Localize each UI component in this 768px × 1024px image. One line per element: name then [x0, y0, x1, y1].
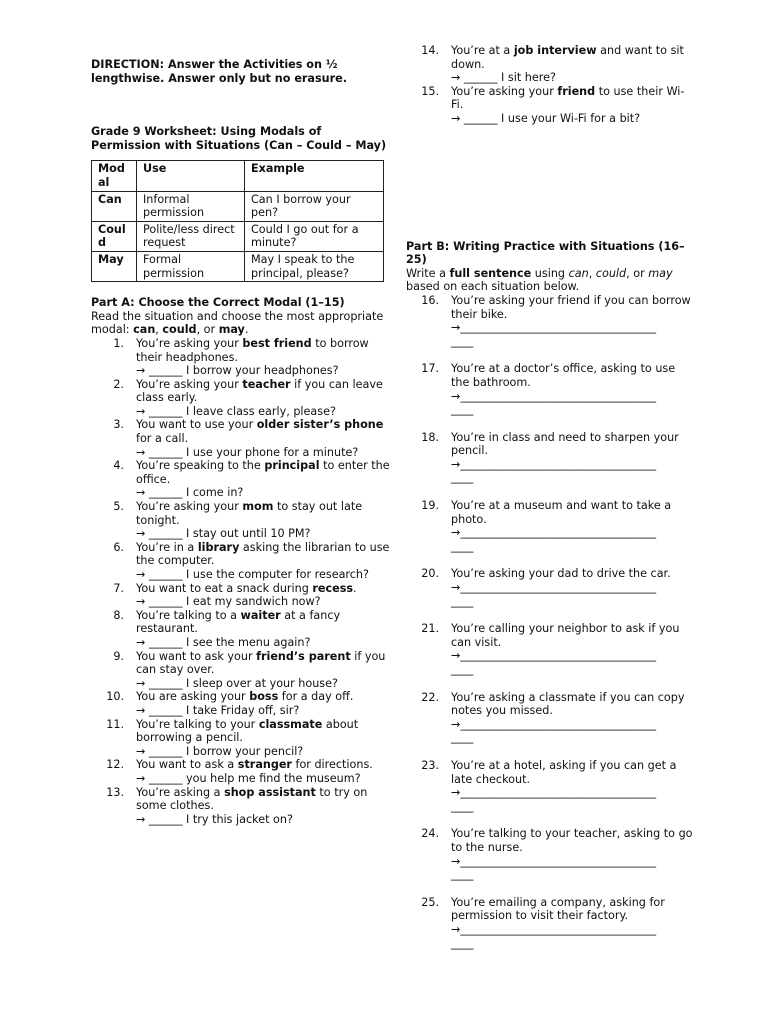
answer-line: →___________________________________: [451, 717, 657, 731]
answer-blank: → ______ you help me find the museum?: [136, 771, 361, 785]
question-text: if you can stay over.: [136, 649, 386, 677]
answer-blank: → ______ I borrow your pencil?: [136, 744, 304, 758]
question-text: for a call.: [136, 432, 189, 446]
item-number: 22.: [421, 690, 439, 704]
answer-line: →___________________________________: [451, 649, 657, 663]
part-a-list-continued: [406, 44, 696, 126]
answer-line: →___________________________________: [451, 457, 657, 471]
question-keyword: friend’s parent: [256, 649, 351, 663]
item-number: 15.: [421, 84, 439, 98]
answer-line-tail: ____: [451, 868, 474, 882]
separator: ,: [588, 266, 596, 280]
left-column: [91, 58, 391, 826]
item-number: 11.: [106, 717, 124, 731]
item-question: [136, 718, 391, 745]
list-item: [406, 622, 696, 676]
question-text: You’re asking a: [136, 785, 225, 799]
question-text: to stay out late tonight.: [136, 500, 363, 527]
question-keyword: recess: [312, 581, 354, 595]
question-text: to use their Wi-Fi.: [451, 84, 685, 112]
list-item: [406, 362, 696, 416]
part-b-intro-text: using: [531, 266, 569, 280]
item-question: [136, 378, 391, 405]
item-number: 2.: [113, 377, 124, 391]
item-number: 19.: [421, 499, 439, 513]
direction-body: Answer the Activities on ½ lengthwise. Answer only but no erasure.: [91, 58, 347, 85]
table-cell-modal: Could: [92, 221, 137, 251]
table-cell-example: Could I go out for a minute?: [245, 221, 384, 251]
item-number: 6.: [113, 540, 124, 554]
item-number: 17.: [421, 362, 439, 376]
item-question: [136, 786, 391, 813]
question-text: to enter the office.: [136, 459, 390, 486]
answer-line: →___________________________________: [451, 854, 657, 868]
answer-line-tail: ____: [451, 594, 474, 608]
part-a-list: [91, 337, 391, 826]
list-item: [91, 786, 391, 827]
question-text: You’re in a: [136, 540, 198, 554]
part-b-intro-text: Write a: [406, 266, 450, 280]
question-text: to try on some clothes.: [136, 785, 368, 813]
answer-blank: → ______ I use your Wi-Fi for a bit?: [451, 111, 641, 125]
table-cell-use: Polite/less direct request: [137, 221, 245, 251]
answer-line: →___________________________________: [451, 922, 657, 936]
table-cell-use: Formal permission: [137, 251, 245, 281]
item-number: 4.: [113, 459, 124, 473]
answer-line-tail: ____: [451, 403, 474, 417]
item-question: [136, 459, 391, 486]
item-question: [136, 690, 391, 704]
table-cell-example: Can I borrow your pen?: [245, 191, 384, 221]
question-text: You’re talking to your: [136, 717, 259, 731]
separator: ,: [155, 323, 163, 337]
answer-blank: → ______ I sit here?: [451, 71, 556, 85]
item-number: 16.: [421, 293, 439, 307]
list-item: [91, 541, 391, 582]
modal-could: could: [595, 266, 627, 280]
list-item: [406, 499, 696, 553]
item-question: [136, 500, 391, 527]
question-text: You want to use your: [136, 418, 257, 432]
question-keyword: boss: [249, 690, 279, 704]
question-keyword: classmate: [258, 717, 323, 731]
question-keyword: principal: [264, 459, 320, 473]
modals-table: [91, 160, 384, 282]
item-situation: You’re at a doctor’s office, asking to use the bathroom.: [451, 362, 676, 389]
part-b-intro-text: based on each situation below.: [406, 280, 580, 294]
question-text: You want to ask a: [136, 758, 238, 772]
question-text: You want to eat a snack during: [136, 581, 313, 595]
answer-blank: → ______ I eat my sandwich now?: [136, 595, 321, 609]
list-item: [406, 827, 696, 881]
table-row: [92, 251, 384, 281]
question-text: to borrow their headphones.: [136, 336, 369, 364]
separator: , or: [196, 323, 219, 337]
table-cell-modal: Can: [92, 191, 137, 221]
item-number: 12.: [106, 758, 124, 772]
item-number: 18.: [421, 430, 439, 444]
table-header-modal: Modal: [92, 161, 137, 191]
item-question: [136, 758, 391, 772]
answer-blank: → ______ I borrow your headphones?: [136, 364, 339, 378]
question-keyword: friend: [557, 84, 596, 98]
part-a-intro: [91, 310, 391, 337]
table-cell-example: May I speak to the principal, please?: [245, 251, 384, 281]
item-number: 13.: [106, 785, 124, 799]
answer-line-tail: ____: [451, 539, 474, 553]
table-row: [92, 221, 384, 251]
answer-blank: → ______ I sleep over at your house?: [136, 676, 338, 690]
separator: , or: [626, 266, 649, 280]
answer-line-tail: ____: [451, 731, 474, 745]
period: .: [244, 323, 249, 337]
question-text: You’re speaking to the: [136, 459, 265, 473]
answer-line: →___________________________________: [451, 389, 657, 403]
list-item: [406, 44, 696, 85]
item-number: 3.: [113, 418, 124, 432]
table-header-use: Use: [137, 161, 245, 191]
list-item: [91, 337, 391, 378]
answer-line: →___________________________________: [451, 786, 657, 800]
list-item: [406, 294, 696, 348]
list-item: [91, 418, 391, 459]
answer-blank: → ______ I see the menu again?: [136, 635, 311, 649]
part-b-list: [406, 294, 696, 950]
table-header-row: [92, 161, 384, 191]
item-situation: You’re at a museum and want to take a photo.: [451, 499, 672, 526]
list-item: [91, 500, 391, 541]
list-item: [91, 718, 391, 759]
question-keyword: teacher: [242, 377, 291, 391]
question-text: You’re asking your: [451, 84, 558, 98]
question-text: and want to sit down.: [451, 44, 684, 71]
item-question: [136, 541, 391, 568]
answer-line-tail: ____: [451, 799, 474, 813]
question-text: if you can leave class early.: [136, 377, 383, 405]
question-text: for a day off.: [278, 690, 354, 704]
part-a-title: Part A: Choose the Correct Modal (1–15): [91, 296, 345, 310]
question-text: You want to ask your: [136, 649, 257, 663]
modal-can: can: [133, 323, 156, 337]
item-number: 5.: [113, 500, 124, 514]
answer-blank: → ______ I use the computer for research?: [136, 568, 369, 581]
list-item: [91, 690, 391, 717]
modal-could: could: [162, 323, 197, 337]
list-item: [406, 691, 696, 745]
answer-line-tail: ____: [451, 936, 474, 950]
answer-line-tail: ____: [451, 663, 474, 676]
question-keyword: best friend: [242, 336, 312, 350]
item-question: [136, 609, 391, 636]
item-question: [136, 337, 391, 364]
item-situation: You’re asking your friend if you can borrow their bike.: [451, 293, 691, 321]
item-question: [451, 44, 696, 71]
question-text: You’re asking your: [136, 500, 243, 514]
worksheet-title: Grade 9 Worksheet: Using Modals of Permission with Situations (Can – Could – May): [91, 125, 387, 152]
question-keyword: shop assistant: [224, 785, 316, 799]
answer-blank: → ______ I use your phone for a minute?: [136, 445, 359, 459]
answer-line: →___________________________________: [451, 321, 657, 335]
item-number: 25.: [421, 895, 439, 909]
item-number: 10.: [106, 690, 124, 704]
question-text: about borrowing a pencil.: [136, 717, 359, 745]
answer-line-tail: ____: [451, 471, 474, 485]
question-keyword: mom: [242, 500, 274, 514]
item-number: 1.: [113, 336, 124, 350]
item-situation: You’re calling your neighbor to ask if you can visit.: [451, 622, 680, 649]
question-text: You’re asking your: [136, 336, 243, 350]
item-number: 9.: [113, 649, 124, 663]
item-number: 8.: [113, 608, 124, 622]
modal-can: can: [568, 266, 589, 280]
list-item: [91, 609, 391, 650]
answer-blank: → ______ I try this jacket on?: [136, 812, 293, 826]
item-question: [136, 418, 391, 445]
question-keyword: older sister’s phone: [256, 418, 384, 432]
item-number: 14.: [421, 44, 439, 57]
list-item: [406, 759, 696, 813]
answer-line: →___________________________________: [451, 581, 657, 595]
item-question: [451, 85, 696, 112]
list-item: [91, 378, 391, 419]
part-b-intro-key: full sentence: [449, 266, 532, 280]
item-question: [136, 582, 391, 596]
answer-blank: → ______ I take Friday off, sir?: [136, 703, 300, 717]
list-item: [406, 85, 696, 126]
answer-line-tail: ____: [451, 334, 474, 348]
item-number: 23.: [421, 758, 439, 772]
item-number: 7.: [113, 581, 124, 595]
table-row: [92, 191, 384, 221]
list-item: [91, 582, 391, 609]
list-item: [91, 459, 391, 500]
item-situation: You’re at a hotel, asking if you can get a late checkout.: [451, 758, 677, 786]
list-item: [91, 758, 391, 785]
table-header-example: Example: [245, 161, 384, 191]
item-situation: You’re asking your dad to drive the car.: [451, 567, 671, 581]
question-keyword: waiter: [240, 608, 281, 622]
question-text: You’re at a: [451, 44, 514, 57]
part-b-title: Part B: Writing Practice with Situations (16–25): [406, 239, 685, 267]
direction-label: DIRECTION:: [91, 58, 165, 71]
direction-text: [91, 58, 391, 85]
list-item: [91, 650, 391, 691]
part-a-intro-text: Read the situation and choose the most appropriate modal:: [91, 309, 384, 337]
question-keyword: stranger: [237, 758, 292, 772]
question-text: You’re talking to a: [136, 608, 241, 622]
item-situation: You’re emailing a company, asking for permission to visit their factory.: [451, 895, 665, 923]
question-text: .: [353, 581, 357, 595]
item-number: 20.: [421, 567, 439, 581]
right-column: [406, 44, 696, 964]
modal-may: may: [648, 266, 673, 280]
part-b-intro: [406, 267, 696, 294]
item-situation: You’re in class and need to sharpen your pencil.: [451, 430, 679, 458]
question-text: asking the librarian to use the computer.: [136, 540, 390, 568]
list-item: [406, 431, 696, 485]
modal-may: may: [218, 323, 245, 337]
question-text: You’re asking your: [136, 377, 243, 391]
question-text: You are asking your: [136, 690, 250, 704]
item-question: [136, 650, 391, 677]
answer-blank: → ______ I stay out until 10 PM?: [136, 527, 311, 541]
list-item: [406, 567, 696, 608]
table-cell-use: Informal permission: [137, 191, 245, 221]
answer-line: →___________________________________: [451, 526, 657, 540]
table-cell-modal: May: [92, 251, 137, 281]
question-keyword: library: [197, 540, 240, 554]
list-item: [406, 896, 696, 950]
answer-blank: → ______ I leave class early, please?: [136, 404, 336, 418]
question-keyword: job interview: [513, 44, 597, 57]
answer-blank: → ______ I come in?: [136, 486, 244, 500]
question-text: at a fancy restaurant.: [136, 608, 341, 636]
item-number: 24.: [421, 827, 439, 841]
item-situation: You’re talking to your teacher, asking to go to the nurse.: [451, 827, 693, 854]
item-number: 21.: [421, 622, 439, 636]
question-text: for directions.: [291, 758, 373, 772]
item-situation: You’re asking a classmate if you can copy notes you missed.: [451, 690, 685, 718]
